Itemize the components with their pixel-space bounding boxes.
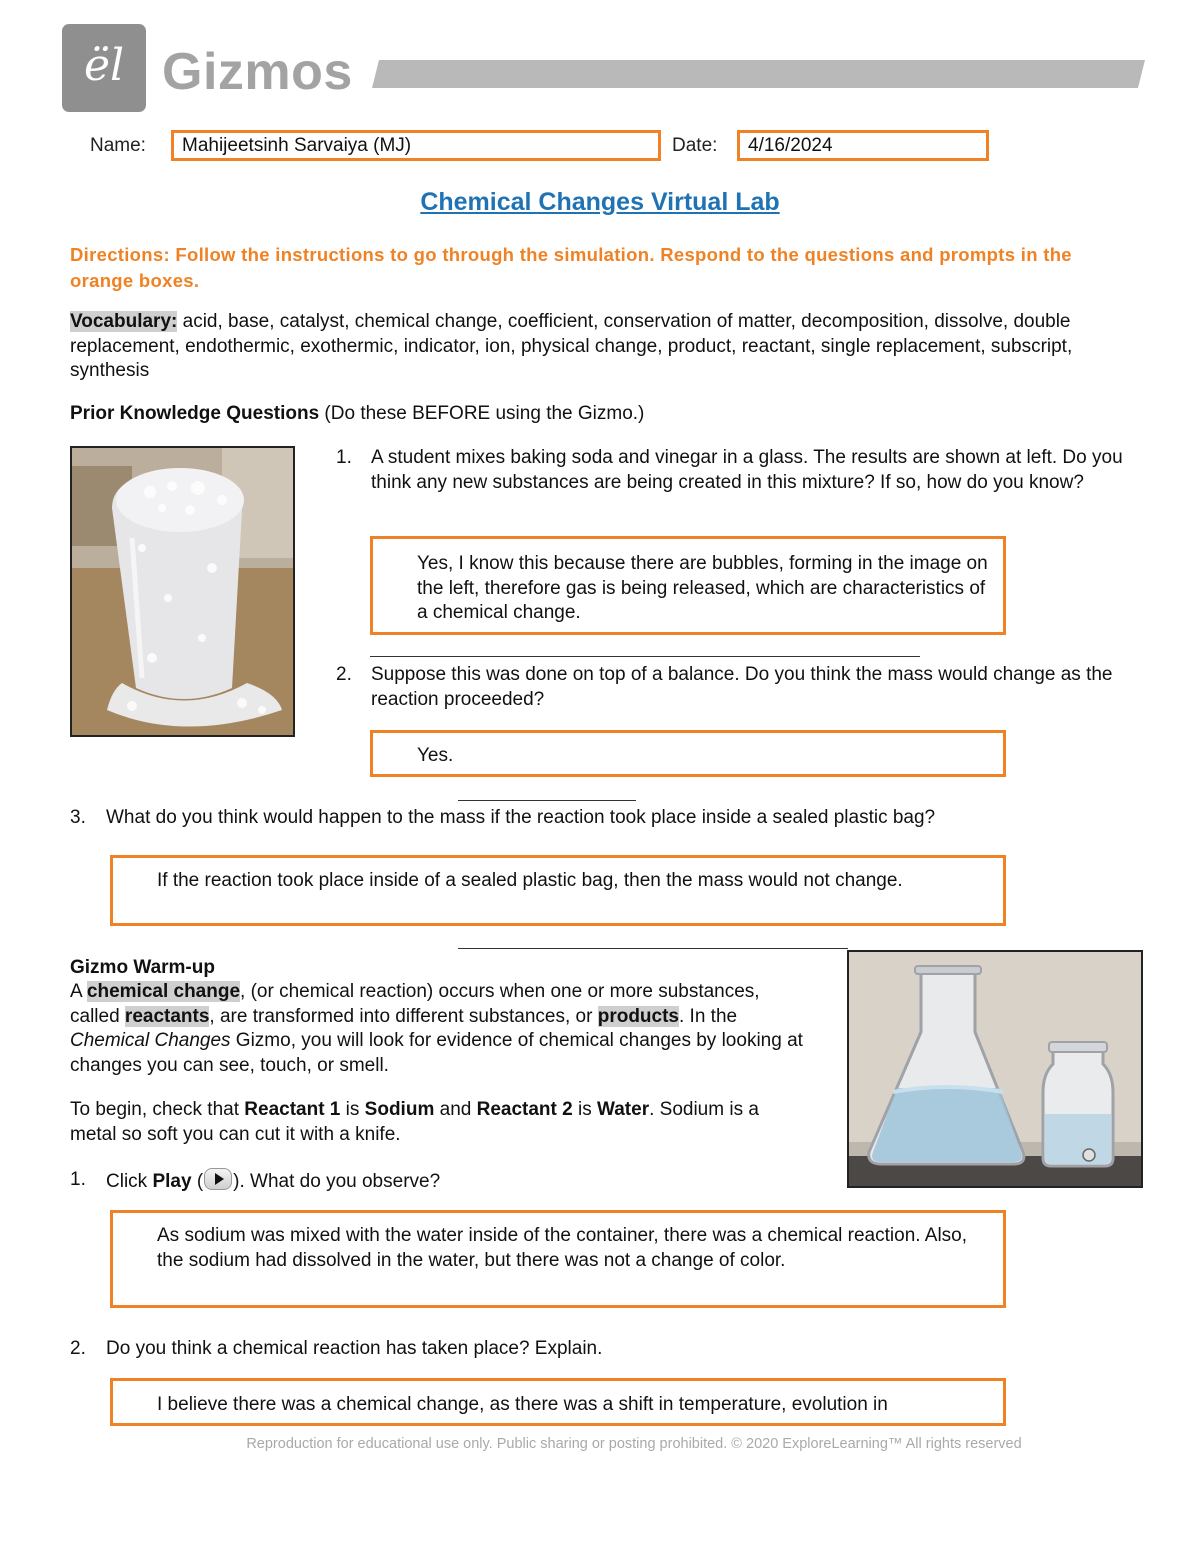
q1-underline [370,656,920,657]
gizmos-brand: Gizmos [162,43,353,101]
warmup-p1-e: Gizmo, you will look for evidence of chemical changes by looking at changes you can see, touch, or smell. [70,1030,803,1076]
directions: Directions: Follow the instructions to go through the simulation. Respond to the questions and prompts in the orange boxes. [70,244,1072,291]
reactant-1-label: Reactant 1 [244,1099,341,1120]
q3-underline [458,948,848,949]
prior-heading-text: Prior Knowledge Questions [70,403,320,424]
vocabulary-label: Vocabulary: [70,311,178,332]
warmup-heading: Gizmo Warm-up [70,957,215,978]
baking-soda-vinegar-photo [70,446,295,737]
explorelearning-logo [62,24,146,112]
name-label: Name: [90,135,146,156]
prior-knowledge-heading [70,402,970,427]
warmup-q2-answer-box[interactable] [110,1378,1006,1426]
q1-answer-box[interactable] [370,536,1006,635]
logo-glyph: ël [83,40,125,91]
warmup-q2-text: Do you think a chemical reaction has taken place? Explain. [106,1338,603,1359]
reactant-1-value: Sodium [364,1099,435,1120]
q2-answer: Yes. [417,745,454,766]
warmup-q2-answer: I believe there was a chemical change, as there was a shift in temperature, evolution in [157,1394,888,1415]
warmup-q1-number: 1. [70,1169,86,1190]
q3-number: 3. [70,807,86,828]
page-title: Chemical Changes Virtual Lab [420,188,780,216]
reactant-2-label: Reactant 2 [476,1099,573,1120]
footer-copyright: Reproduction for educational use only. Public sharing or posting prohibited. © 2020 ExploreLearning™ All rights reserved [246,1436,1022,1452]
q1-text: A student mixes baking soda and vinegar in a glass. The results are shown at left. Do you think any new substances are being created in this mixture? If so, how do you know? [371,447,1123,493]
warmup-paragraph-2 [70,1098,810,1147]
prior-heading-note: (Do these BEFORE using the Gizmo.) [319,403,645,424]
gizmo-name: Chemical Changes [70,1030,231,1051]
name-field[interactable]: Mahijeetsinh Sarvaiya (MJ) [171,130,661,161]
warmup-q1-c: ). What do you observe? [233,1171,441,1192]
q3-answer-box[interactable] [110,855,1006,926]
warmup-q1-answer: As sodium was mixed with the water inside of the container, there was a chemical reaction. Also, the sodium had dissolved in the water, but there was not a change of color. [157,1225,968,1271]
warmup-p2-c: and [434,1099,477,1120]
flask-and-bottle-image [849,952,1143,1188]
date-field[interactable]: 4/16/2024 [737,130,989,161]
vocabulary-paragraph [70,310,1140,384]
vocabulary-terms: acid, base, catalyst, chemical change, coefficient, conservation of matter, decomposition, dissolve, double replacement, endothermic, exothermic, indicator, ion, physical change, product, reactant, single replacement, subscript, synthesis [70,311,1073,381]
reactant-2-value: Water [597,1099,650,1120]
warmup-q1-text [106,1168,826,1195]
foaming-glass-image [72,448,295,737]
warmup-p2-b: is [340,1099,365,1120]
warmup-paragraph-1 [70,980,810,1078]
play-icon[interactable] [204,1168,232,1190]
warmup-p1-b: , (or chemical reaction) occurs when one or more substances, called [70,981,760,1027]
header-bar [372,60,1145,88]
q2-number: 2. [336,664,352,685]
warmup-q1-a: Click [106,1171,153,1192]
q3-text: What do you think would happen to the mass if the reaction took place inside a sealed plastic bag? [106,807,936,828]
warmup-p1-d: . In the [679,1005,738,1027]
q1-number: 1. [336,447,352,468]
q2-underline [458,800,636,801]
warmup-p1-a: A [70,981,87,1002]
q3-answer: If the reaction took place inside of a sealed plastic bag, then the mass would not change. [157,870,903,891]
q2-answer-box[interactable] [370,730,1006,777]
warmup-q2-number: 2. [70,1338,86,1359]
play-label: Play [152,1171,192,1192]
date-label: Date: [672,135,718,156]
warmup-p2-e: . Sodium is a metal so soft you can cut it with a knife. [70,1099,759,1145]
term-chemical-change: chemical change [86,981,241,1002]
term-reactants: reactants [124,1005,210,1027]
term-products: products [597,1005,679,1027]
q1-answer: Yes, I know this because there are bubbles, forming in the image on the left, therefore gas is being released, which are characteristics of a chemical change. [417,553,988,623]
warmup-q1-b: ( [191,1171,204,1192]
warmup-q1-answer-box[interactable] [110,1210,1006,1308]
sodium-water-gizmo-image [847,950,1143,1188]
warmup-p2-d: is [572,1099,597,1120]
warmup-p2-a: To begin, check that [70,1099,245,1120]
q2-text: Suppose this was done on top of a balance. Do you think the mass would change as the reaction proceeded? [371,664,1113,710]
warmup-p1-c: , are transformed into different substances, or [209,1005,598,1027]
